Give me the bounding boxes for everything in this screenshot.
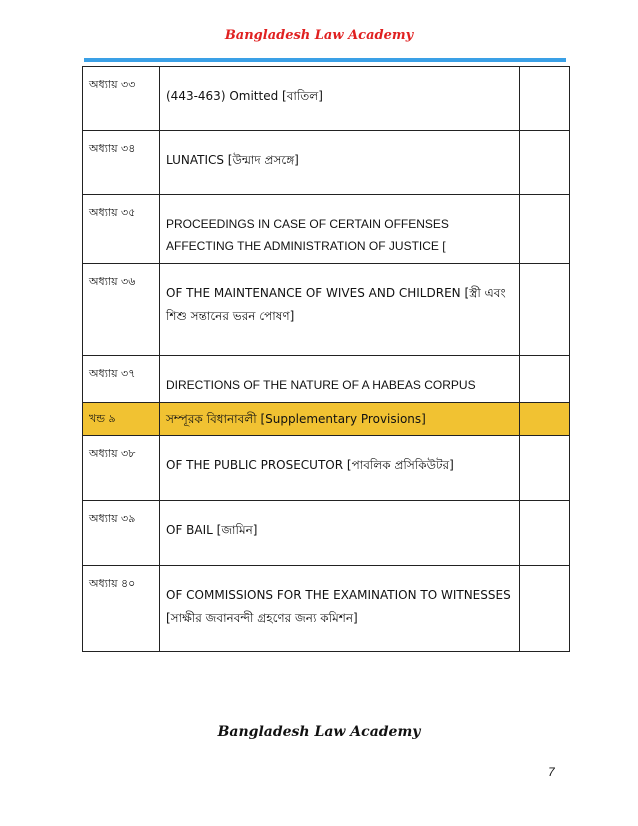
table-row — [83, 566, 570, 652]
chapter-title: OF COMMISSIONS FOR THE EXAMINATION TO WITNESSES [সাক্ষীর জবানবন্দী গ্রহণের জন্য কমিশন] — [160, 566, 520, 652]
blank-cell — [520, 403, 570, 436]
chapter-title: (443-463) Omitted [বাতিল] — [160, 67, 520, 131]
table-row — [83, 264, 570, 356]
table-row — [83, 131, 570, 195]
blank-cell — [520, 566, 570, 652]
section-row — [83, 403, 570, 436]
chapter-number: অধ্যায় ৩৪ — [83, 131, 160, 195]
chapter-title: LUNATICS [উন্মাদ প্রসঙ্গে] — [160, 131, 520, 195]
chapter-number: অধ্যায় ৩৬ — [83, 264, 160, 356]
blank-cell — [520, 67, 570, 131]
table-row — [83, 356, 570, 403]
table-row — [83, 436, 570, 501]
header-rule — [84, 58, 566, 62]
blank-cell — [520, 356, 570, 403]
chapter-number: অধ্যায় ৪০ — [83, 566, 160, 652]
blank-cell — [520, 131, 570, 195]
chapter-title: OF BAIL [জামিন] — [160, 501, 520, 566]
chapter-title: DIRECTIONS OF THE NATURE OF A HABEAS CORPUS — [160, 356, 520, 403]
section-title: সম্পূরক বিধানাবলী [Supplementary Provisions] — [160, 403, 520, 436]
blank-cell — [520, 436, 570, 501]
blank-cell — [520, 264, 570, 356]
table-row — [83, 195, 570, 264]
blank-cell — [520, 195, 570, 264]
chapter-table — [82, 66, 570, 652]
chapter-title: OF THE MAINTENANCE OF WIVES AND CHILDREN [স্ত্রী এবং শিশু সন্তানের ভরন পোষণ] — [160, 264, 520, 356]
chapter-number: অধ্যায় ৩৩ — [83, 67, 160, 131]
chapter-title: OF THE PUBLIC PROSECUTOR [পাবলিক প্রসিকিউটর] — [160, 436, 520, 501]
table-row — [83, 501, 570, 566]
blank-cell — [520, 501, 570, 566]
section-number: খন্ড ৯ — [83, 403, 160, 436]
chapter-number: অধ্যায় ৩৯ — [83, 501, 160, 566]
chapter-title: PROCEEDINGS IN CASE OF CERTAIN OFFENSES AFFECTING THE ADMINISTRATION OF JUSTICE [ — [160, 195, 520, 264]
chapter-number: অধ্যায় ৩৭ — [83, 356, 160, 403]
page-footer-title: Bangladesh Law Academy — [217, 724, 421, 740]
page-header-title: Bangladesh Law Academy — [224, 28, 414, 43]
page-number: 7 — [548, 765, 555, 779]
table-row — [83, 67, 570, 131]
chapter-number: অধ্যায় ৩৫ — [83, 195, 160, 264]
chapter-number: অধ্যায় ৩৮ — [83, 436, 160, 501]
